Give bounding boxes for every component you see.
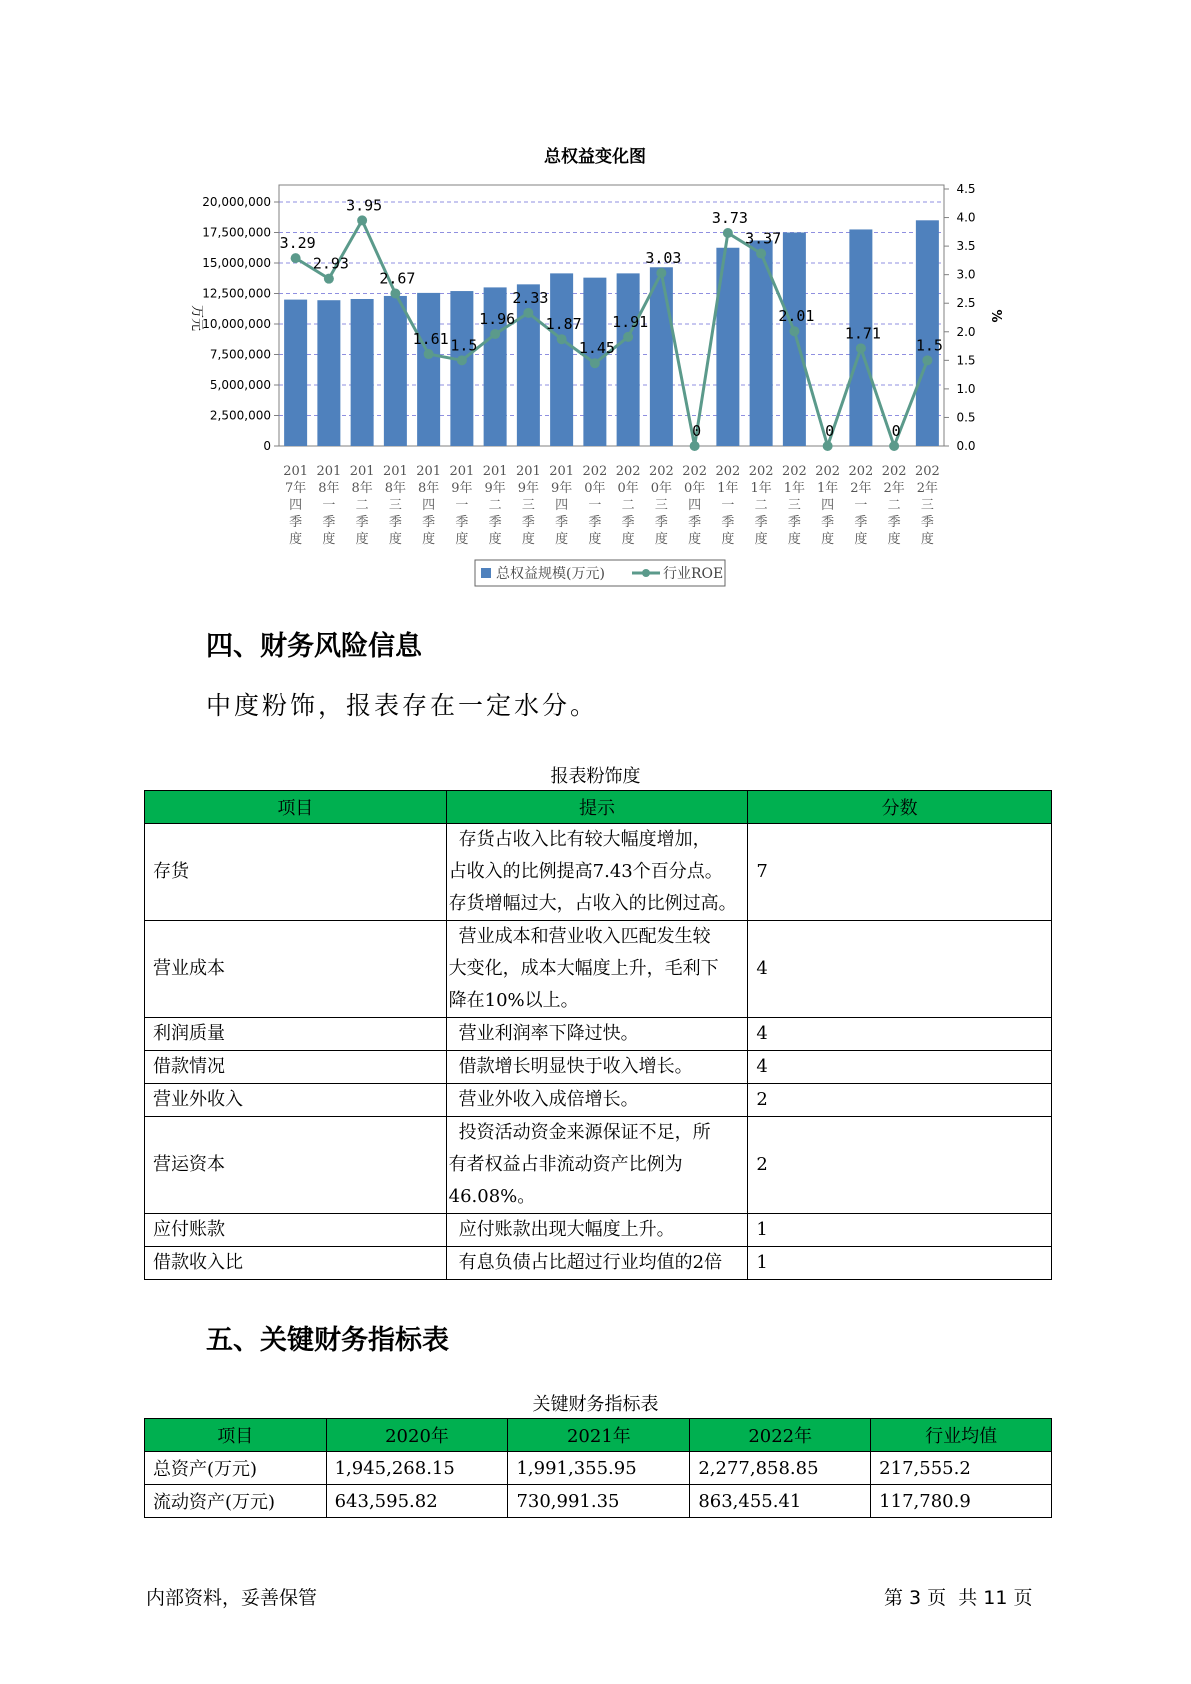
right-tick-label: 1.0: [956, 381, 976, 396]
x-tick-label: 201: [449, 464, 475, 479]
legend-bar-label: 总权益规模(万元): [496, 566, 605, 582]
x-tick-label: 三: [654, 498, 668, 513]
x-tick-label: 度: [887, 532, 901, 547]
x-tick-label: 季: [422, 515, 436, 530]
x-tick-label: 度: [488, 532, 502, 547]
right-tick-label: 3.5: [956, 239, 976, 254]
x-tick-label: 季: [621, 515, 635, 530]
risk-hint-line: 有者权益占非流动资产比例为: [448, 1154, 683, 1175]
risk-item: 存货: [145, 824, 447, 921]
x-tick-label: 202: [881, 464, 907, 479]
roe-data-label: 0: [825, 422, 835, 440]
risk-hint: [446, 921, 748, 1018]
roe-point: [922, 355, 932, 365]
right-axis-label: %: [988, 309, 1003, 323]
x-tick-label: 度: [588, 532, 602, 547]
risk-hint: [446, 1214, 748, 1247]
x-tick-label: 季: [355, 515, 369, 530]
risk-hint: [446, 1018, 748, 1051]
x-tick-label: 季: [654, 515, 668, 530]
risk-item: 借款收入比: [145, 1247, 447, 1280]
section4-paragraph: 中度粉饰，报表存在一定水分。: [206, 691, 599, 720]
bar: [417, 293, 440, 446]
table-row: [145, 921, 1052, 1018]
x-tick-label: 度: [821, 532, 835, 547]
risk-score: 4: [748, 1051, 1052, 1084]
kpi-header-2021: 2021年: [508, 1419, 690, 1452]
risk-hint-line: 46.08%。: [448, 1186, 536, 1207]
left-tick-label: 2,500,000: [209, 408, 271, 423]
x-tick-label: 四: [422, 498, 436, 513]
x-tick-label: 201: [515, 464, 541, 479]
risk-hint-line: 投资活动资金来源保证不足，所: [458, 1122, 711, 1143]
x-tick-label: 一: [588, 498, 602, 513]
roe-data-label: 1.5: [915, 336, 943, 355]
risk-hint-line: 降在10%以上。: [448, 990, 579, 1011]
right-tick-label: 2.0: [956, 324, 976, 339]
risk-hint-line: 营业利润率下降过快。: [458, 1023, 639, 1044]
kpi-cell: 863,455.41: [690, 1485, 871, 1518]
kpi-cell: 1,945,268.15: [326, 1452, 508, 1485]
x-tick-label: 二: [754, 498, 768, 513]
header-hint: 提示: [446, 791, 748, 824]
x-tick-label: 三: [787, 498, 801, 513]
section5-heading: 五、关键财务指标表: [206, 1325, 449, 1356]
x-tick-label: 2年: [916, 481, 939, 496]
x-tick-label: 度: [920, 532, 934, 547]
risk-score: 1: [748, 1214, 1052, 1247]
x-tick-label: 四: [821, 498, 835, 513]
kpi-table: [144, 1418, 1052, 1518]
left-tick-label: 10,000,000: [202, 317, 271, 331]
risk-score: 4: [748, 1018, 1052, 1051]
right-tick-label: 0.5: [956, 410, 976, 425]
risk-table-header: [145, 791, 1052, 824]
x-tick-label: 7年: [284, 481, 307, 496]
risk-item: 营业成本: [145, 921, 447, 1018]
x-tick-label: 0年: [584, 481, 606, 496]
left-tick-label: 15,000,000: [202, 256, 271, 270]
roe-point: [889, 441, 899, 451]
risk-hint: [446, 1247, 748, 1280]
kpi-cell: 217,555.2: [871, 1452, 1052, 1485]
x-tick-label: 202: [715, 464, 741, 479]
bar: [351, 299, 374, 446]
right-tick-label: 2.5: [956, 296, 976, 311]
roe-data-label: 0: [692, 422, 702, 440]
x-tick-label: 二: [887, 498, 901, 513]
roe-point: [590, 358, 600, 368]
roe-point: [557, 334, 567, 344]
roe-point: [789, 326, 799, 336]
x-tick-label: 一: [721, 498, 735, 513]
roe-data-label: 3.29: [279, 234, 316, 253]
roe-point: [490, 329, 500, 339]
x-tick-label: 201: [382, 464, 408, 479]
x-tick-label: 度: [854, 532, 868, 547]
x-tick-label: 度: [521, 532, 535, 547]
roe-data-label: 3.73: [711, 208, 748, 227]
x-tick-label: 度: [654, 532, 668, 547]
roe-data-label: 1.71: [844, 324, 881, 343]
x-tick-label: 202: [615, 464, 641, 479]
right-tick-label: 0.0: [956, 439, 976, 453]
roe-data-label: 2.01: [778, 307, 815, 326]
kpi-cell: 总资产(万元): [145, 1452, 327, 1485]
kpi-table-header: [145, 1419, 1052, 1452]
x-tick-label: 度: [388, 532, 402, 547]
header-item: 项目: [145, 791, 447, 824]
x-tick-label: 202: [748, 464, 774, 479]
bar: [450, 291, 473, 446]
header-score: 分数: [748, 791, 1052, 824]
bar: [650, 267, 673, 446]
x-tick-label: 一: [854, 498, 868, 513]
roe-point: [690, 441, 700, 451]
x-tick-label: 季: [455, 515, 469, 530]
x-tick-label: 202: [582, 464, 608, 479]
roe-data-label: 1.61: [412, 330, 449, 349]
x-tick-label: 8年: [351, 481, 373, 496]
kpi-header-item: 项目: [145, 1419, 327, 1452]
x-tick-label: 度: [322, 532, 336, 547]
x-tick-label: 9年: [451, 481, 473, 496]
x-tick-label: 8年: [384, 481, 407, 496]
x-tick-label: 季: [754, 515, 768, 530]
x-tick-label: 季: [854, 515, 868, 530]
left-axis-label: 万元: [189, 304, 204, 332]
x-tick-label: 度: [355, 532, 369, 547]
x-tick-label: 季: [688, 515, 702, 530]
risk-score: 2: [748, 1117, 1052, 1214]
roe-data-label: 3.95: [346, 196, 383, 215]
left-tick-label: 7,500,000: [209, 347, 271, 362]
x-tick-label: 季: [388, 515, 402, 530]
x-tick-label: 201: [549, 464, 575, 479]
x-tick-label: 季: [821, 515, 835, 530]
right-tick-label: 4.0: [956, 210, 976, 225]
x-tick-label: 1年: [816, 481, 839, 496]
left-tick-label: 12,500,000: [202, 286, 271, 301]
x-tick-label: 1年: [717, 481, 739, 496]
roe-point: [324, 274, 334, 284]
x-tick-label: 度: [754, 532, 768, 547]
risk-score: 4: [748, 921, 1052, 1018]
x-tick-label: 三: [920, 498, 934, 513]
x-tick-label: 季: [588, 515, 602, 530]
x-tick-label: 9年: [517, 481, 540, 496]
roe-point: [424, 349, 434, 359]
risk-hint-line: 有息负债占比超过行业均值的2倍: [458, 1252, 723, 1273]
x-tick-label: 9年: [550, 481, 573, 496]
x-tick-label: 1年: [750, 481, 772, 496]
equity-chart-svg: [0, 0, 1191, 600]
right-tick-label: 4.5: [956, 182, 976, 196]
x-tick-label: 季: [322, 515, 336, 530]
kpi-cell: 流动资产(万元): [145, 1485, 327, 1518]
x-tick-label: 度: [688, 532, 702, 547]
risk-hint-line: 存货增幅过大，占收入的比例过高。: [448, 893, 737, 914]
x-tick-label: 四: [688, 498, 702, 513]
x-tick-label: 201: [416, 464, 442, 479]
legend-bar-swatch: [481, 568, 491, 578]
x-tick-label: 二: [355, 498, 369, 513]
roe-point: [723, 228, 733, 238]
bar: [783, 233, 806, 447]
right-tick-label: 3.0: [956, 267, 976, 282]
x-tick-label: 202: [648, 464, 674, 479]
roe-point: [390, 289, 400, 299]
risk-hint-line: 借款增长明显快于收入增长。: [458, 1056, 693, 1077]
roe-data-label: 2.67: [379, 269, 416, 288]
roe-data-label: 1.5: [450, 336, 478, 355]
table-row: [145, 1018, 1052, 1051]
risk-item: 应付账款: [145, 1214, 447, 1247]
risk-item: 营运资本: [145, 1117, 447, 1214]
x-tick-label: 三: [388, 498, 402, 513]
left-tick-label: 0: [263, 439, 271, 453]
right-tick-label: 1.5: [956, 353, 976, 368]
kpi-cell: 730,991.35: [508, 1485, 690, 1518]
x-tick-label: 202: [914, 464, 940, 479]
roe-data-label: 2.93: [312, 254, 349, 273]
table-row: [145, 1214, 1052, 1247]
risk-item: 利润质量: [145, 1018, 447, 1051]
x-tick-label: 季: [920, 515, 934, 530]
x-tick-label: 0年: [617, 481, 639, 496]
roe-data-label: 1.91: [612, 312, 649, 331]
x-tick-label: 二: [488, 498, 502, 513]
table-row: [145, 1452, 1052, 1485]
table-row: [145, 824, 1052, 921]
equity-chart: [0, 0, 1191, 600]
bar: [916, 220, 939, 446]
risk-hint: [446, 1117, 748, 1214]
risk-table: [144, 790, 1052, 1280]
section4-heading: 四、财务风险信息: [206, 631, 422, 662]
x-tick-label: 季: [721, 515, 735, 530]
kpi-cell: 643,595.82: [326, 1485, 508, 1518]
roe-point: [457, 355, 467, 365]
risk-item: 营业外收入: [145, 1084, 447, 1117]
x-tick-label: 一: [322, 498, 336, 513]
left-tick-label: 17,500,000: [202, 225, 271, 240]
bar: [284, 300, 307, 446]
kpi-header-2022: 2022年: [690, 1419, 871, 1452]
risk-hint: [446, 824, 748, 921]
x-tick-label: 8年: [318, 481, 340, 496]
kpi-cell: 2,277,858.85: [690, 1452, 871, 1485]
kpi-cell: 117,780.9: [871, 1485, 1052, 1518]
risk-hint-line: 营业成本和营业收入匹配发生较: [458, 926, 711, 947]
risk-hint: [446, 1084, 748, 1117]
roe-data-label: 2.33: [512, 288, 549, 307]
table-row: [145, 1084, 1052, 1117]
roe-point: [856, 343, 866, 353]
risk-hint-line: 营业外收入成倍增长。: [458, 1089, 639, 1110]
roe-point: [357, 215, 367, 225]
x-tick-label: 202: [815, 464, 841, 479]
x-tick-label: 202: [682, 464, 708, 479]
x-tick-label: 二: [621, 498, 635, 513]
roe-point: [756, 249, 766, 259]
roe-data-label: 3.37: [745, 229, 782, 248]
roe-point: [291, 253, 301, 263]
roe-data-label: 0: [891, 422, 901, 440]
table-row: [145, 1051, 1052, 1084]
x-tick-label: 8年: [417, 481, 440, 496]
roe-data-label: 1.96: [479, 310, 516, 329]
x-tick-label: 1年: [783, 481, 806, 496]
x-tick-label: 季: [521, 515, 535, 530]
table-row: [145, 1247, 1052, 1280]
roe-point: [823, 441, 833, 451]
bar: [617, 273, 640, 446]
x-tick-label: 201: [283, 464, 309, 479]
roe-point: [623, 332, 633, 342]
x-tick-label: 四: [289, 498, 303, 513]
legend-line-label: 行业ROE: [663, 566, 724, 582]
risk-score: 2: [748, 1084, 1052, 1117]
risk-hint-line: 存货占收入比有较大幅度增加，: [458, 829, 711, 850]
kpi-header-industry: 行业均值: [871, 1419, 1052, 1452]
x-tick-label: 9年: [484, 481, 506, 496]
kpi-header-2020: 2020年: [326, 1419, 508, 1452]
left-tick-label: 5,000,000: [209, 378, 271, 392]
bar: [384, 296, 407, 446]
footer-page-number: 第 3 页 共 11 页: [884, 1587, 1033, 1609]
risk-table-caption: 报表粉饰度: [550, 766, 641, 787]
roe-point: [523, 308, 533, 318]
x-tick-label: 季: [488, 515, 502, 530]
x-tick-label: 2年: [850, 481, 872, 496]
x-tick-label: 季: [555, 515, 569, 530]
table-row: [145, 1485, 1052, 1518]
x-tick-label: 度: [621, 532, 635, 547]
x-tick-label: 季: [289, 515, 303, 530]
x-tick-label: 度: [721, 532, 735, 547]
roe-data-label: 1.45: [578, 339, 615, 358]
x-tick-label: 四: [555, 498, 569, 513]
x-tick-label: 度: [555, 532, 569, 547]
x-tick-label: 0年: [650, 481, 673, 496]
roe-data-label: 3.03: [645, 248, 682, 267]
risk-hint-line: 大变化，成本大幅度上升，毛利下: [448, 958, 719, 979]
x-tick-label: 季: [787, 515, 801, 530]
x-tick-label: 201: [482, 464, 508, 479]
risk-hint-line: 应付账款出现大幅度上升。: [458, 1219, 675, 1240]
x-tick-label: 三: [521, 498, 535, 513]
risk-item: 借款情况: [145, 1051, 447, 1084]
left-tick-label: 20,000,000: [202, 195, 271, 209]
x-tick-label: 202: [781, 464, 807, 479]
legend-line-marker: [642, 569, 650, 577]
kpi-table-caption: 关键财务指标表: [532, 1394, 659, 1415]
bar: [317, 300, 340, 446]
x-tick-label: 度: [422, 532, 436, 547]
footer-note: 内部资料，妥善保管: [146, 1587, 318, 1609]
x-tick-label: 度: [787, 532, 801, 547]
x-tick-label: 一: [455, 498, 469, 513]
risk-hint: [446, 1051, 748, 1084]
risk-hint-line: 占收入的比例提高7.43个百分点。: [448, 861, 723, 882]
kpi-cell: 1,991,355.95: [508, 1452, 690, 1485]
table-row: [145, 1117, 1052, 1214]
x-tick-label: 201: [316, 464, 342, 479]
chart-title: 总权益变化图: [544, 147, 646, 167]
x-tick-label: 201: [349, 464, 375, 479]
risk-score: 1: [748, 1247, 1052, 1280]
x-tick-label: 202: [848, 464, 874, 479]
roe-data-label: 1.87: [545, 315, 582, 334]
x-tick-label: 0年: [683, 481, 706, 496]
x-tick-label: 度: [289, 532, 303, 547]
roe-point: [656, 268, 666, 278]
x-tick-label: 度: [455, 532, 469, 547]
risk-score: 7: [748, 824, 1052, 921]
x-tick-label: 2年: [883, 481, 905, 496]
bar: [550, 273, 573, 446]
x-tick-label: 季: [887, 515, 901, 530]
